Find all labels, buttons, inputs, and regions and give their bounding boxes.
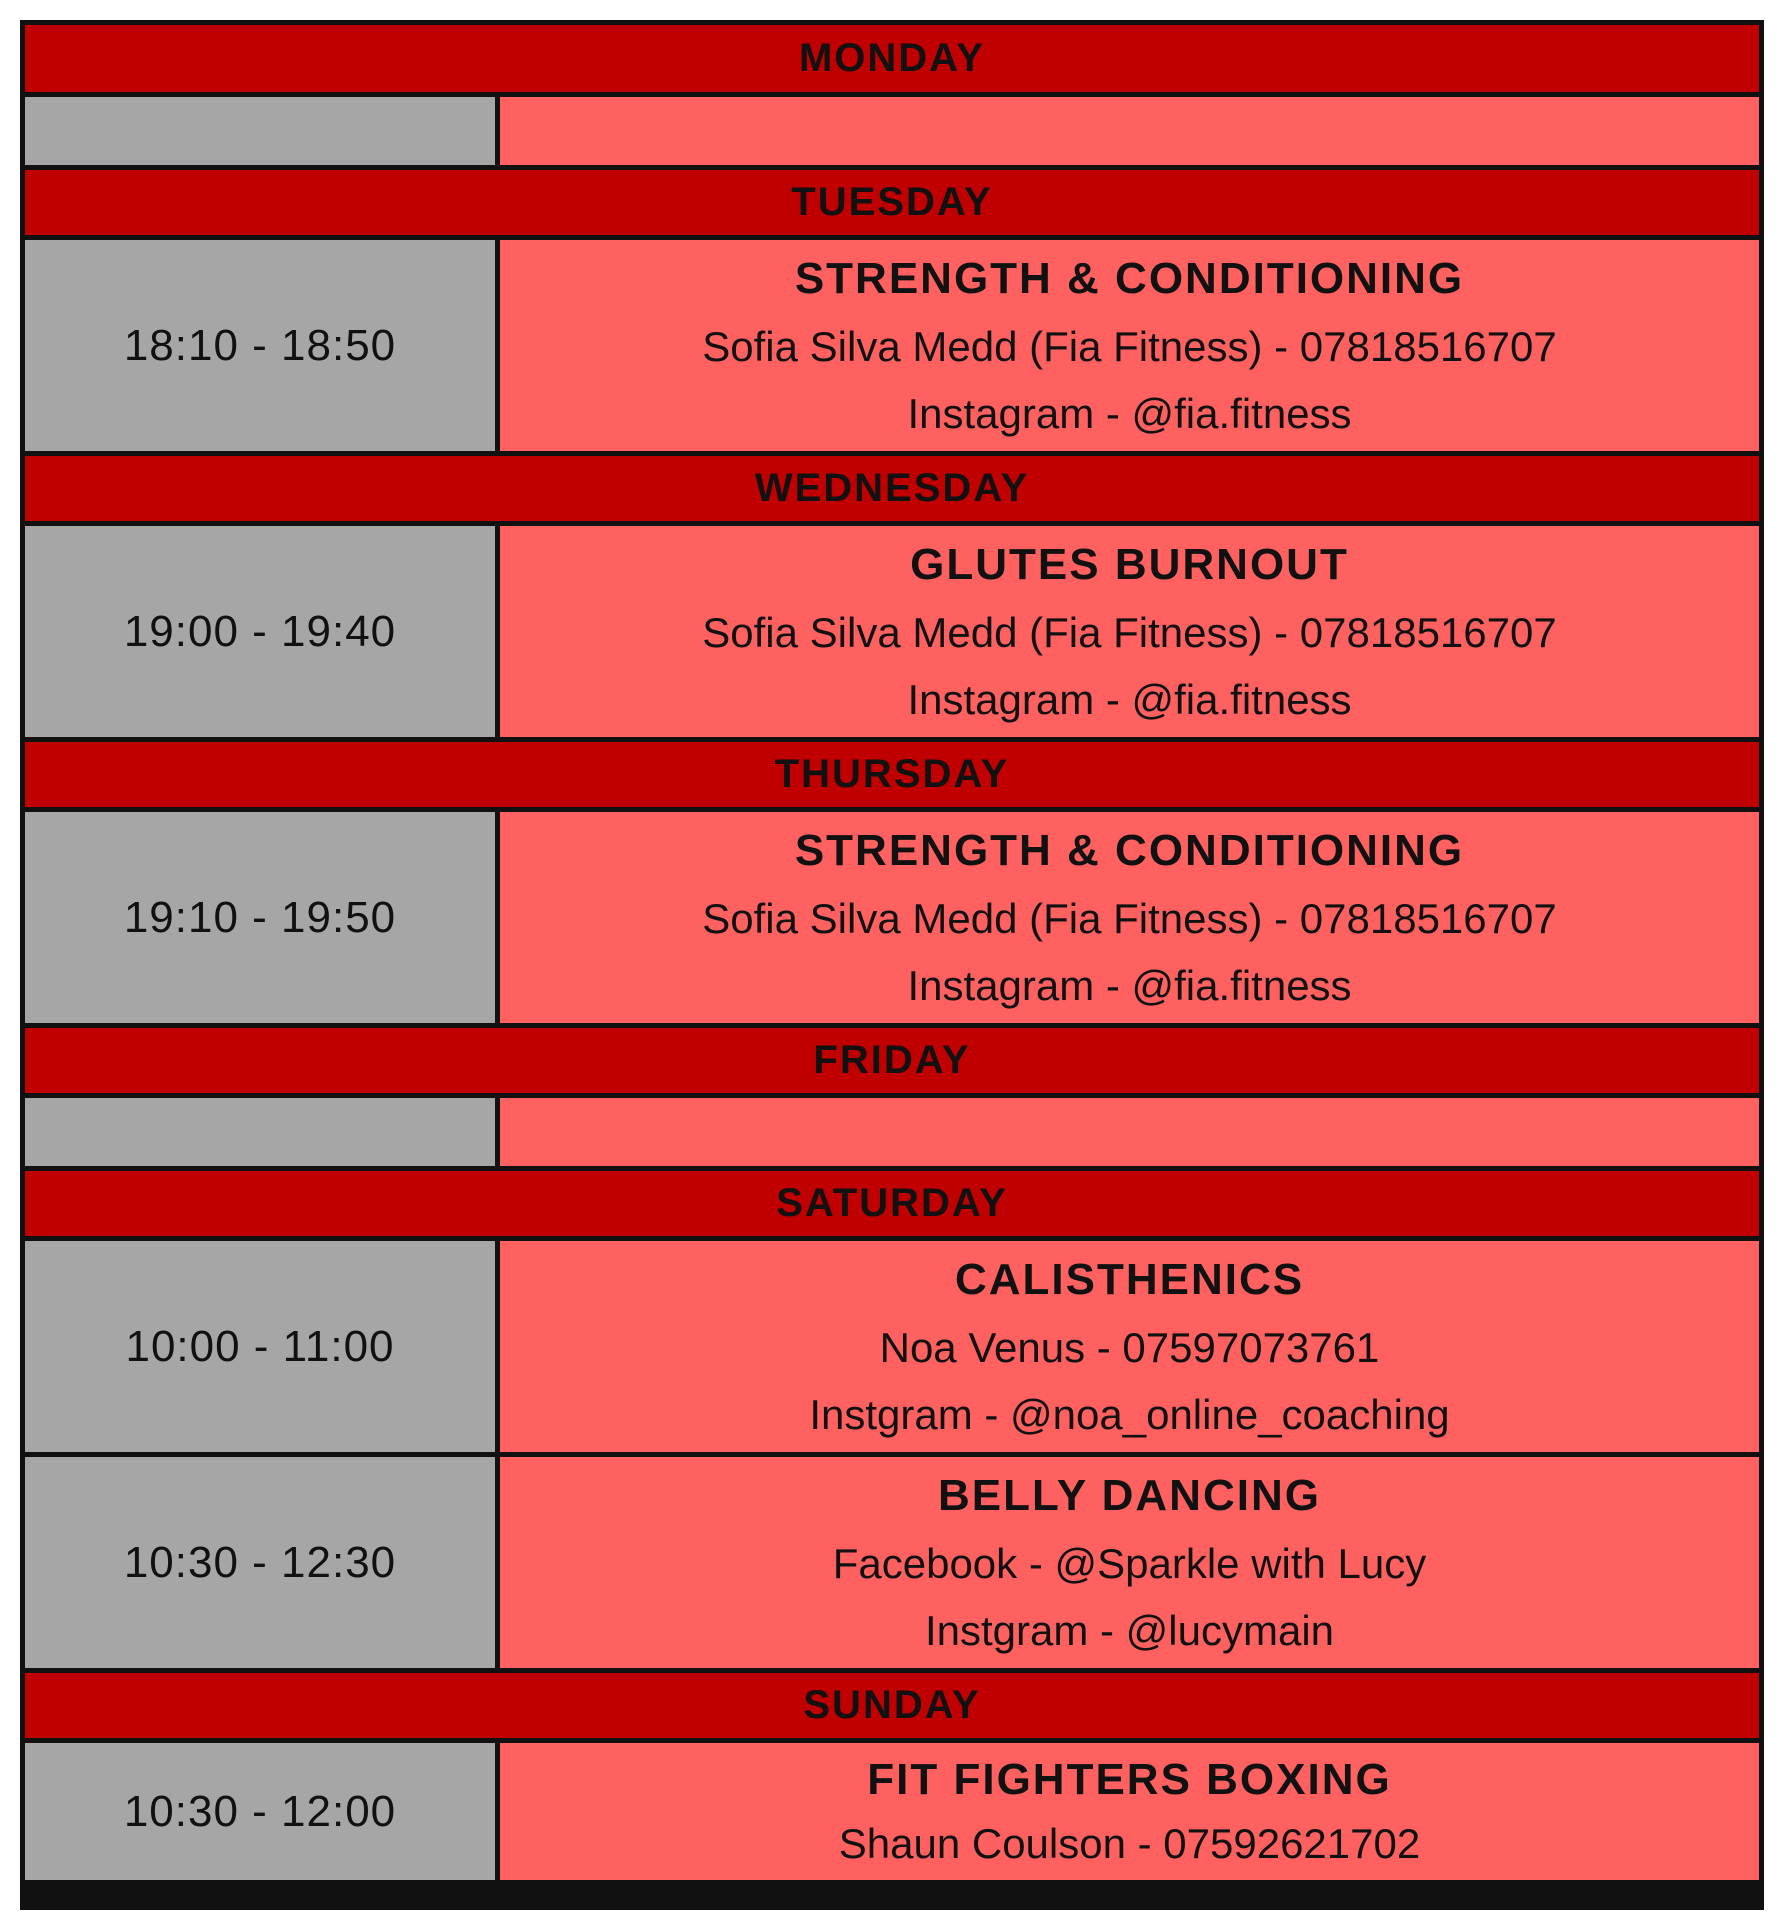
day-header-saturday: SATURDAY <box>25 1166 1759 1236</box>
session-instructor: Sofia Silva Medd (Fia Fitness) - 07818516707 <box>702 894 1557 942</box>
session-row <box>25 1236 1759 1452</box>
session-title: BELLY DANCING <box>938 1470 1321 1520</box>
session-row <box>25 235 1759 451</box>
session-time: 19:00 - 19:40 <box>25 526 500 737</box>
session-time: 19:10 - 19:50 <box>25 812 500 1023</box>
time-cell <box>25 1098 500 1166</box>
session-title: FIT FIGHTERS BOXING <box>867 1754 1392 1804</box>
day-header-monday: MONDAY <box>25 25 1759 92</box>
session-row <box>25 1452 1759 1668</box>
session-details <box>500 812 1759 1023</box>
session-instructor: Noa Venus - 07597073761 <box>879 1323 1380 1371</box>
day-header-wednesday: WEDNESDAY <box>25 451 1759 521</box>
session-social: Facebook - @Sparkle with Lucy <box>832 1539 1427 1587</box>
session-details <box>500 1743 1759 1880</box>
session-time: 18:10 - 18:50 <box>25 240 500 451</box>
session-time: 10:30 - 12:30 <box>25 1457 500 1668</box>
session-title: GLUTES BURNOUT <box>910 539 1349 589</box>
empty-row-monday <box>25 92 1759 165</box>
day-header-friday: FRIDAY <box>25 1023 1759 1093</box>
time-cell <box>25 97 500 165</box>
session-details <box>500 240 1759 451</box>
session-time: 10:00 - 11:00 <box>25 1241 500 1452</box>
session-title: STRENGTH & CONDITIONING <box>794 825 1465 875</box>
session-row <box>25 1738 1759 1880</box>
session-social: Instgram - @lucymain <box>924 1606 1335 1654</box>
session-row <box>25 807 1759 1023</box>
class-cell <box>500 97 1759 165</box>
day-header-tuesday: TUESDAY <box>25 165 1759 235</box>
session-time: 10:30 - 12:00 <box>25 1743 500 1880</box>
session-social: Instagram - @fia.fitness <box>907 675 1352 723</box>
session-row <box>25 521 1759 737</box>
session-social: Instagram - @fia.fitness <box>907 389 1352 437</box>
session-social: Instgram - @noa_online_coaching <box>809 1390 1450 1438</box>
session-instructor: Shaun Coulson - 07592621702 <box>838 1820 1421 1868</box>
day-header-sunday: SUNDAY <box>25 1668 1759 1738</box>
class-cell <box>500 1098 1759 1166</box>
session-details <box>500 526 1759 737</box>
weekly-timetable <box>20 20 1764 1910</box>
session-title: CALISTHENICS <box>954 1254 1305 1304</box>
session-instructor: Sofia Silva Medd (Fia Fitness) - 07818516707 <box>702 608 1557 656</box>
session-instructor: Sofia Silva Medd (Fia Fitness) - 07818516707 <box>702 322 1557 370</box>
session-details <box>500 1241 1759 1452</box>
empty-row-friday <box>25 1093 1759 1166</box>
session-details <box>500 1457 1759 1668</box>
session-social: Instagram - @fia.fitness <box>907 961 1352 1009</box>
session-title: STRENGTH & CONDITIONING <box>794 253 1465 303</box>
day-header-thursday: THURSDAY <box>25 737 1759 807</box>
